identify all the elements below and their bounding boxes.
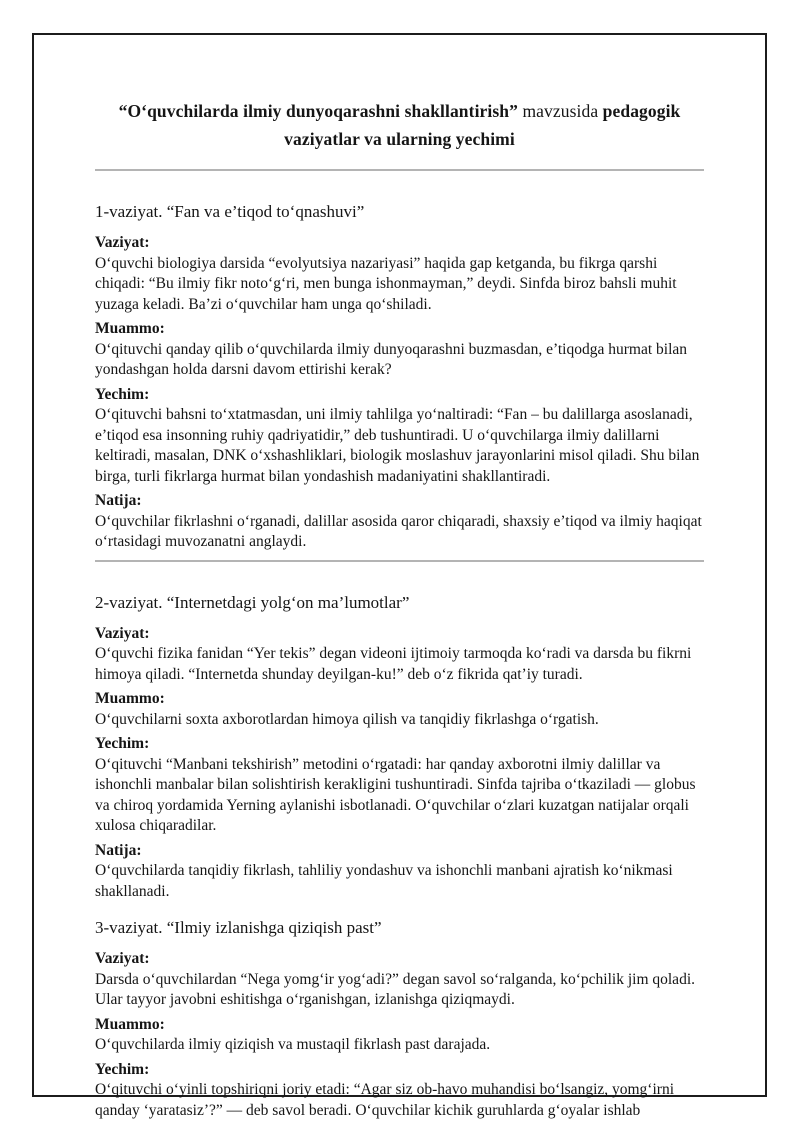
title-connector: mavzusida [517, 101, 603, 121]
block-natija [95, 491, 704, 553]
block-text: O‘qituvchi o‘yinli topshiriqni joriy etadi: “Agar siz ob-havo muhandisi bo‘lsangiz, yomg‘irni qanday ‘yaratasiz’?” — deb savol beradi. O‘quvchilar kichik guruhlarda g‘oyalar ishlab [95, 1081, 674, 1119]
section-vaziyat-1 [95, 200, 704, 553]
block-label: Muammo: [95, 1015, 165, 1033]
block-yechim [95, 385, 704, 488]
block-label: Muammo: [95, 690, 165, 707]
block-natija [95, 841, 704, 903]
block-vaziyat [95, 233, 704, 315]
block-text: O‘quvchi biologiya darsida “evolyutsiya nazariyasi” haqida gap ketganda, bu fikrga qarshi chiqadi: “Bu ilmiy fikr noto‘g‘ri, men bunga ishonmayman,” deydi. Sinfda biroz bahsli muhit yuzaga keladi. Ba’zi o‘quvchilar ham unga qo‘shiladi. [95, 254, 677, 313]
block-label: Vaziyat: [95, 950, 150, 967]
block-text: O‘quvchilarda ilmiy qiziqish va mustaqil fikrlash past darajada. [95, 1036, 491, 1053]
block-text: O‘qituvchi qanday qilib o‘quvchilarda ilmiy dunyoqarashni buzmasdan, e’tiqodga hurmat bilan yondashgan holda darsni davom ettirishi kerak? [95, 340, 688, 378]
block-text: O‘qituvchi bahsni to‘xtatmasdan, uni ilmiy tahlilga yo‘naltiradi: “Fan – bu dalillarga asoslanadi, e’tiqod esa insonning ruhiy qadriyatidir,” deb tushuntiradi. U o‘quvchilarga ilmiy dalillarni keltiradi, masalan, DNK o‘xshashliklari, biologik moslashuv jarayonlarini misol qiladi. Shu bilan birga, turli fikrlarga hurmat bilan yondashish madaniyatini shakllantiradi. [95, 406, 700, 485]
block-label: Natija: [95, 841, 142, 859]
block-text: O‘quvchi fizika fanidan “Yer tekis” degan videoni ijtimoiy tarmoqda ko‘radi va darsda bu fikrni himoya qiladi. “Internetda shunday deyilgan-ku!” deb o‘z fikrida qat’iy turadi. [95, 645, 692, 683]
title-divider [95, 169, 704, 171]
document-title [95, 97, 704, 153]
page-content [34, 35, 765, 1121]
block-vaziyat [95, 624, 704, 686]
title-topic: “O‘quvchilarda ilmiy dunyoqarashni shakllantirish” [118, 101, 518, 121]
block-label: Vaziyat: [95, 624, 150, 642]
block-text: O‘qituvchi “Manbani tekshirish” metodini o‘rgatadi: har qanday axborotni ilmiy dalillar va ishonchli manbalar bilan solishtirish kerakligini tushuntiradi. Sinfda tajriba o‘tkaziladi — globus va chiroq yordamida Yerning aylanishi isbotlanadi. O‘quvchilar o‘zlari kuzatgan natijalar orqali xulosa chiqaradilar. [95, 755, 696, 834]
section-heading: 2-vaziyat. “Internetdagi yolg‘on ma’lumotlar” [95, 592, 410, 612]
block-text: O‘quvchilar fikrlashni o‘rganadi, dalillar asosida qaror chiqaradi, shaxsiy e’tiqod va ilmiy haqiqat o‘rtasidagi muvozanatni anglaydi. [95, 512, 702, 550]
block-label: Natija: [95, 492, 142, 509]
section-heading: 3-vaziyat. “Ilmiy izlanishga qiziqish past” [95, 918, 382, 937]
block-muammo [95, 319, 704, 381]
block-yechim [95, 1060, 704, 1122]
document-page [32, 33, 767, 1119]
block-muammo [95, 1015, 704, 1056]
block-yechim [95, 734, 704, 837]
block-muammo [95, 689, 704, 730]
section-heading: 1-vaziyat. “Fan va e’tiqod to‘qnashuvi” [95, 202, 365, 221]
section-vaziyat-2 [95, 591, 704, 903]
title-rest: pedagogik vaziyatlar va ularning yechimi [284, 101, 681, 149]
block-text: O‘quvchilarda tanqidiy fikrlash, tahliliy yondashuv va ishonchli manbani ajratish ko‘nikmasi shakllanadi. [95, 862, 673, 900]
block-label: Yechim: [95, 385, 150, 403]
section-divider [95, 560, 704, 562]
block-label: Yechim: [95, 1060, 150, 1078]
block-text: Darsda o‘quvchilardan “Nega yomg‘ir yog‘adi?” degan savol so‘ralganda, ko‘pchilik jim qoladi. Ular tayyor javobni eshitishga o‘rganishgan, izlanishga qiziqmaydi. [95, 970, 695, 1008]
block-label: Muammo: [95, 320, 165, 337]
block-label: Yechim: [95, 735, 150, 752]
block-text: O‘quvchilarni soxta axborotlardan himoya qilish va tanqidiy fikrlashga o‘rgatish. [95, 710, 599, 728]
block-vaziyat [95, 949, 704, 1011]
section-vaziyat-3 [95, 916, 704, 1121]
block-label: Vaziyat: [95, 234, 150, 251]
